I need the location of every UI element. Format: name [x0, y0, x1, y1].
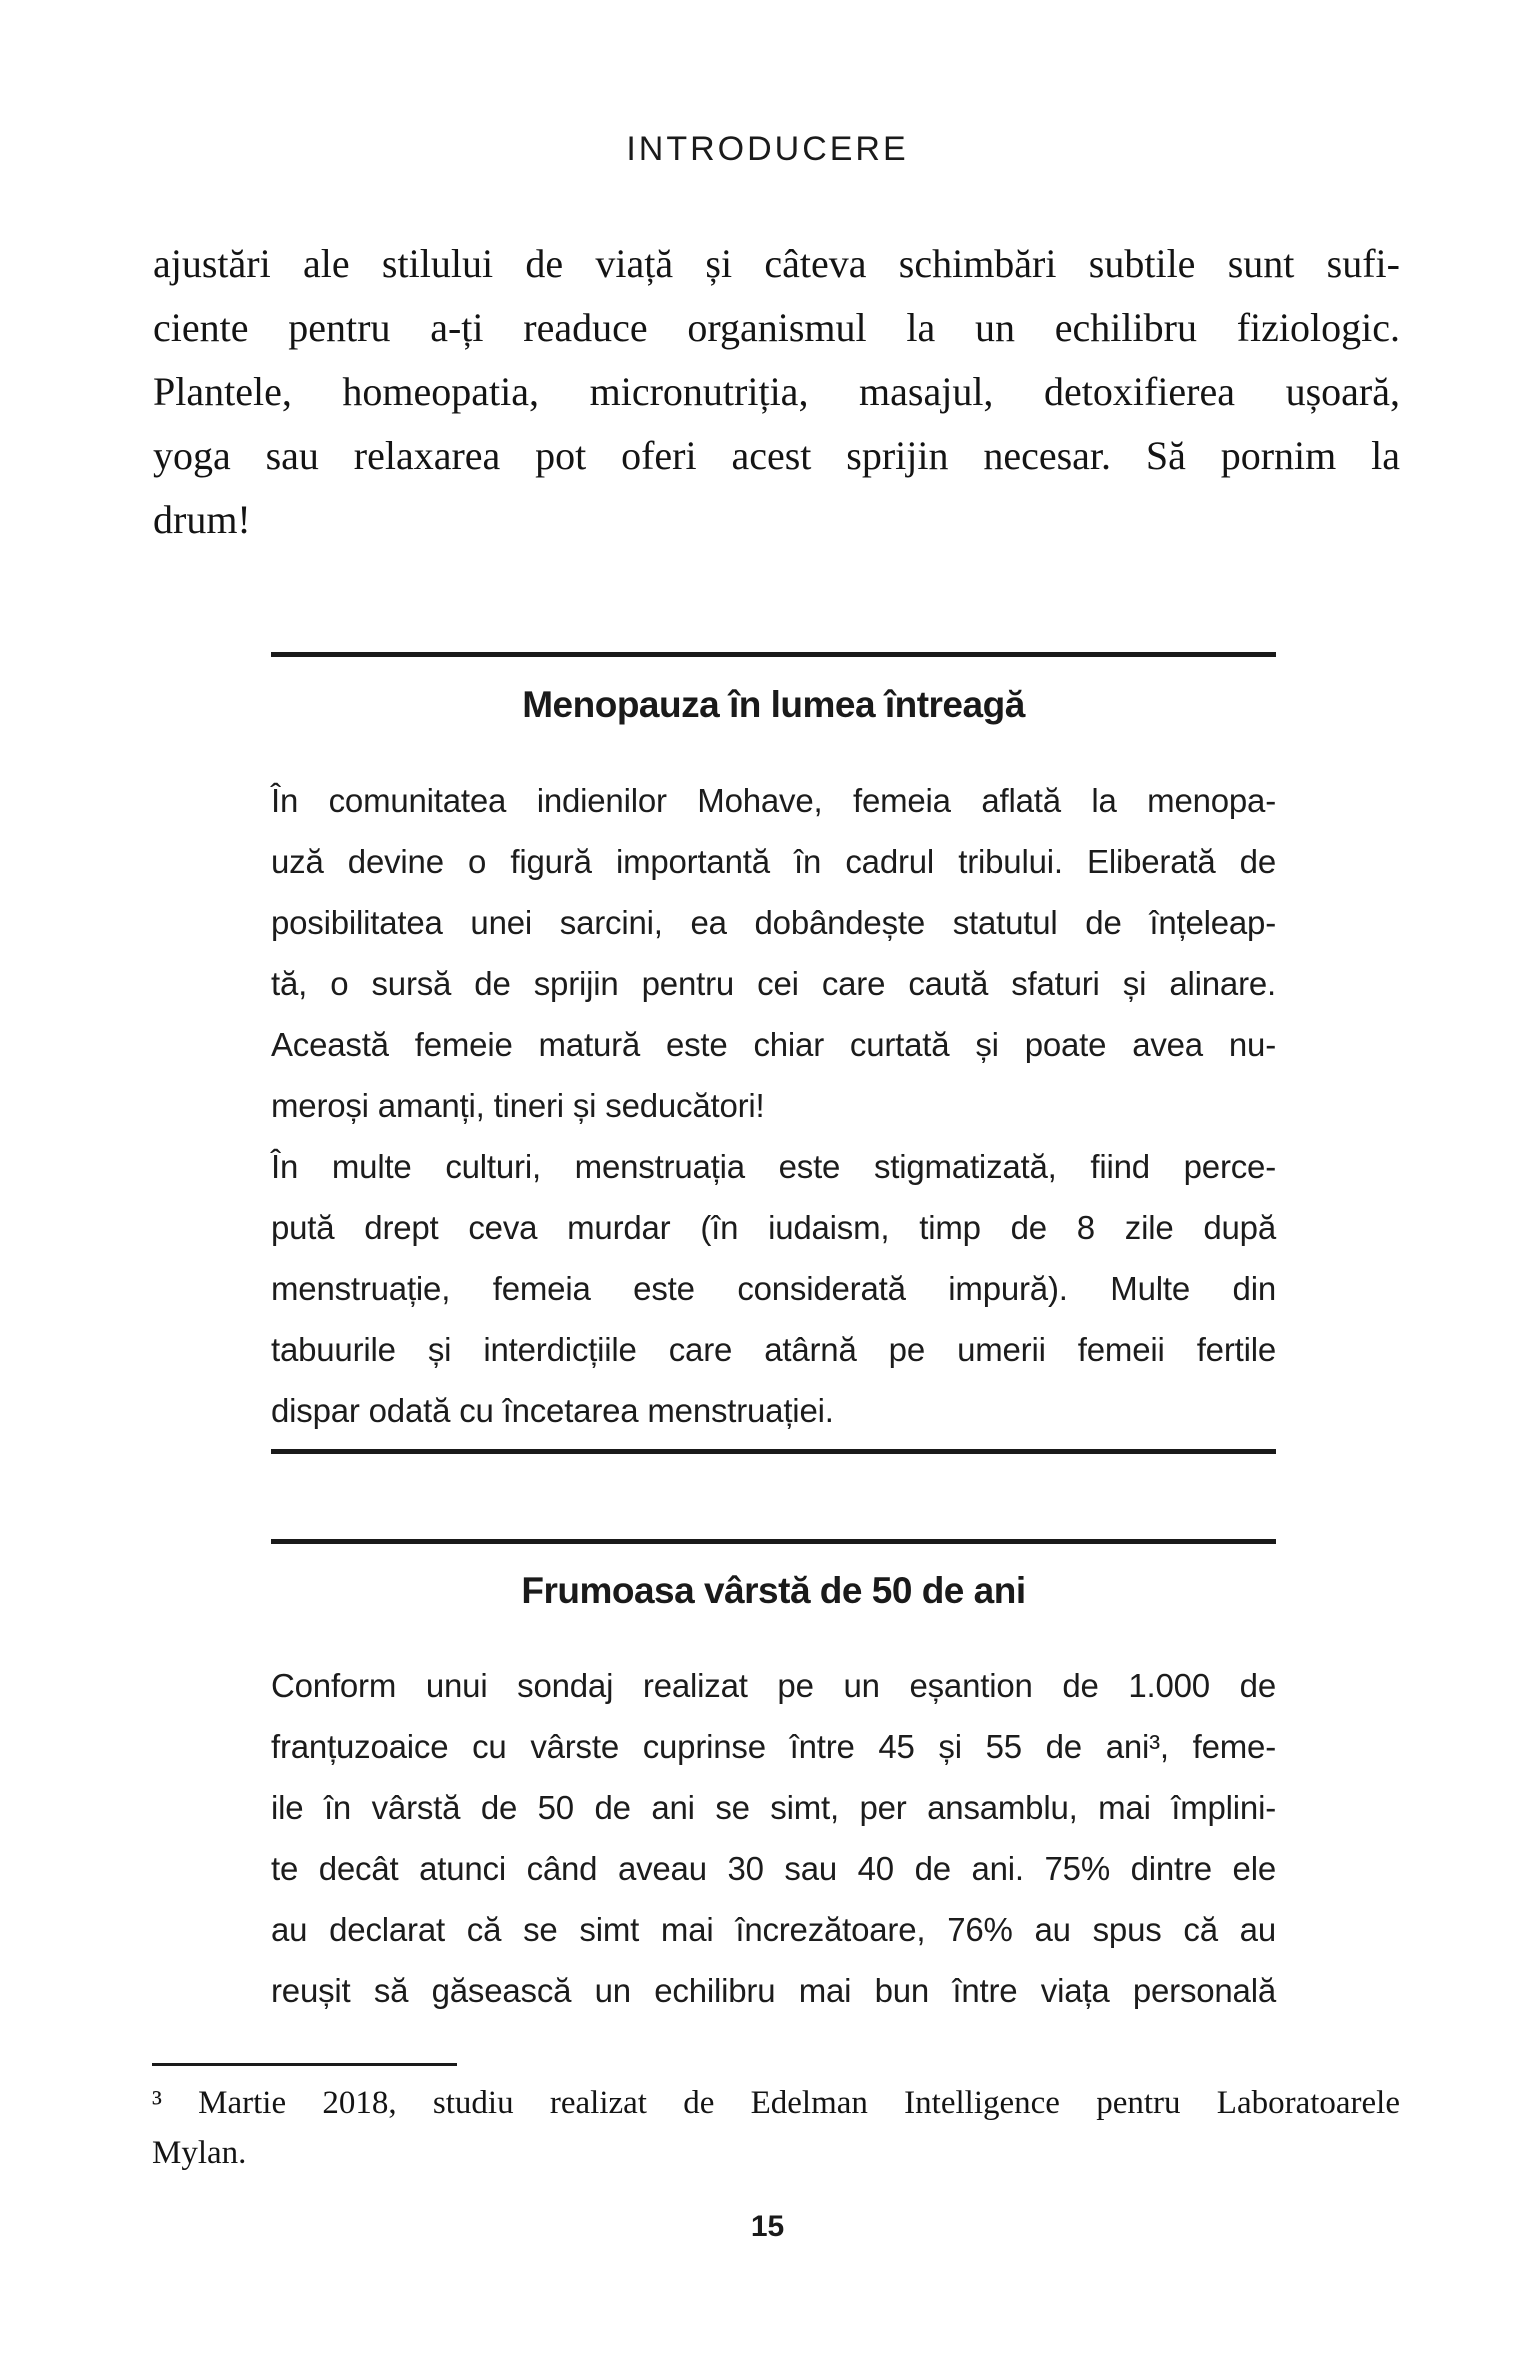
text-line: ajustări ale stilului de viață și câteva schimbări subtile sunt sufi-: [153, 241, 1400, 286]
footnote-line: Mylan.: [152, 2135, 247, 2171]
section-divider-bottom: [271, 1449, 1276, 1454]
text-line: pută drept ceva murdar (în iudaism, timp de 8 zile după: [271, 1209, 1276, 1246]
text-line: În comunitatea indienilor Mohave, femeia aflată la menopa-: [271, 782, 1276, 819]
section-title-menopauza: Menopauza în lumea întreagă: [522, 684, 1025, 725]
text-line: meroși amanți, tineri și seducători!: [271, 1087, 765, 1124]
text-line: Această femeie matură este chiar curtată și poate avea nu-: [271, 1026, 1276, 1063]
text-line: uză devine o figură importantă în cadrul tribului. Eliberată de: [271, 843, 1276, 880]
text-line: ile în vârstă de 50 de ani se simt, per ansamblu, mai împlini-: [271, 1789, 1276, 1826]
text-line: drum!: [153, 497, 251, 542]
text-line: Conform unui sondaj realizat pe un eșantion de 1.000 de: [271, 1667, 1276, 1704]
footnote: [152, 2078, 1400, 2178]
text-line: te decât atunci când aveau 30 sau 40 de ani. 75% dintre ele: [271, 1850, 1276, 1887]
text-line: menstruație, femeia este considerată impură). Multe din: [271, 1270, 1276, 1307]
text-line: au declarat că se simt mai încrezătoare, 76% au spus că au: [271, 1911, 1276, 1948]
text-line: posibilitatea unei sarcini, ea dobândește statutul de înțeleap-: [271, 904, 1276, 941]
section-divider-top: [271, 1539, 1276, 1544]
text-line: franțuzoaice cu vârste cuprinse între 45 și 55 de ani³, feme-: [271, 1728, 1276, 1765]
footnote-line: ³ Martie 2018, studiu realizat de Edelman Intelligence pentru Laboratoarele: [152, 2085, 1400, 2121]
text-line: ciente pentru a-ți readuce organismul la un echilibru fiziologic.: [153, 305, 1400, 350]
section-divider-top: [271, 652, 1276, 657]
running-head: INTRODUCERE: [626, 130, 909, 168]
text-line: tabuurile și interdicțiile care atârnă pe umerii femeii fertile: [271, 1331, 1276, 1368]
intro-paragraph: [153, 232, 1400, 552]
text-line: În multe culturi, menstruația este stigmatizată, fiind perce-: [271, 1148, 1276, 1185]
section-title-frumoasa-varsta: Frumoasa vârstă de 50 de ani: [521, 1570, 1026, 1611]
text-line: reușit să găsească un echilibru mai bun între viața personală: [271, 1972, 1276, 2009]
text-line: Plantele, homeopatia, micronutriția, masajul, detoxifierea ușoară,: [153, 369, 1400, 414]
page-number: 15: [750, 2210, 785, 2243]
text-line: yoga sau relaxarea pot oferi acest sprijin necesar. Să pornim la: [153, 433, 1400, 478]
text-line: dispar odată cu încetarea menstruației.: [271, 1392, 834, 1429]
section-body-menopauza: [271, 770, 1276, 1441]
section-body-frumoasa-varsta: [271, 1655, 1276, 2021]
footnote-divider: [152, 2063, 457, 2066]
text-line: tă, o sursă de sprijin pentru cei care caută sfaturi și alinare.: [271, 965, 1276, 1002]
